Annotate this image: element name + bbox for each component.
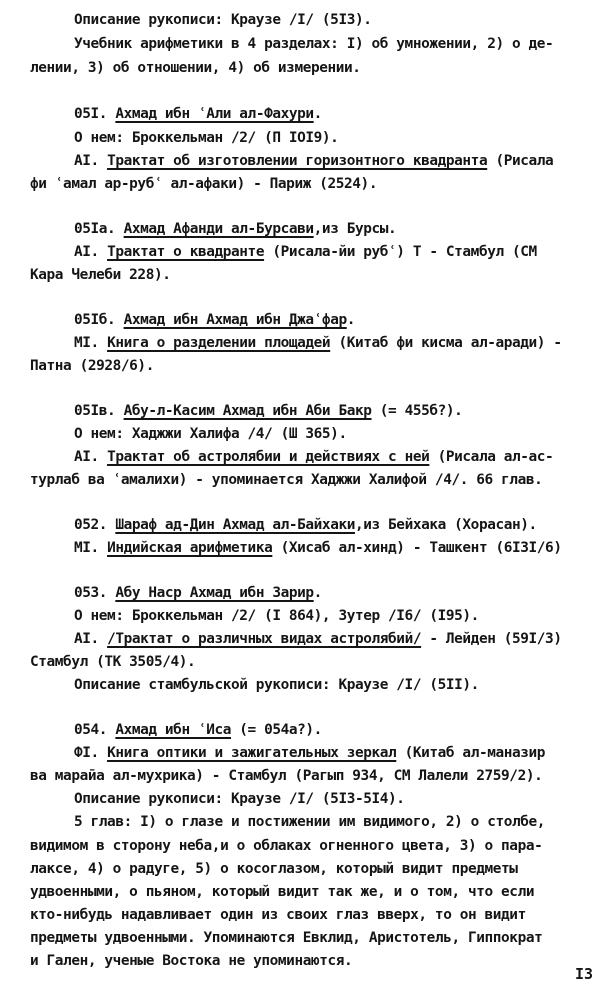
text-line: [74, 219, 396, 239]
text-line: [30, 174, 377, 194]
text-line: [30, 470, 542, 490]
text-line: [30, 905, 526, 925]
text-segment: MI.: [74, 335, 108, 351]
text-line: [30, 652, 195, 672]
text-segment: Описание рукописи: Краузе /I/ (5I3-5I4).: [74, 791, 405, 807]
underlined-title: Книга оптики и зажигательных зеркал: [107, 745, 397, 761]
underlined-title: Абу Наср Ахмад ибн Зарир: [115, 585, 314, 601]
text-line: [30, 928, 542, 948]
text-line: [74, 10, 372, 30]
text-segment: .: [346, 312, 355, 328]
text-segment: О нем: Броккельман /2/ (I 864), Зутер /I6/ (I95).: [74, 608, 479, 624]
text-segment: AI.: [74, 244, 108, 260]
text-segment: Стамбул (ТК 3505/4).: [30, 654, 196, 670]
text-line: [74, 242, 537, 262]
text-line: [74, 538, 562, 558]
text-segment: 05I.: [74, 106, 116, 122]
text-segment: кто-нибудь надавливает один из своих глаз вверх, то он видит: [30, 907, 526, 923]
text-line: [74, 128, 338, 148]
text-line: [74, 447, 553, 467]
underlined-title: Индийская арифметика: [107, 540, 273, 556]
underlined-title: Трактат об изготовлении горизонтного квадранта: [107, 153, 488, 169]
underlined-title: Ахмад Афанди ал-Бурсави: [123, 221, 314, 237]
text-segment: (= 455б?).: [371, 403, 463, 419]
text-segment: (Хисаб ал-хинд) - Ташкент (6I3I/6): [272, 540, 562, 556]
text-segment: .: [313, 585, 322, 601]
underlined-title: Ахмад ибн ʿИса: [115, 722, 232, 738]
text-segment: MI.: [74, 540, 108, 556]
text-line: [74, 104, 322, 124]
underlined-title: /Трактат о различных видах астролябий/: [107, 631, 422, 647]
text-segment: турлаб ва ʿамалихи) - упоминается Хаджжи Халифой /4/. 66 глав.: [30, 472, 543, 488]
text-segment: ФI.: [74, 745, 108, 761]
text-line: [74, 812, 545, 832]
text-segment: (Рисала: [487, 153, 554, 169]
text-segment: - Лейден (59I/3): [421, 631, 562, 647]
text-segment: 05Iб.: [74, 312, 124, 328]
text-segment: видимом в сторону неба,и о облаках огненного цвета, 3) о пара-: [30, 838, 543, 854]
text-line: [30, 836, 542, 856]
text-line: [30, 58, 361, 78]
text-line: [74, 515, 537, 535]
text-segment: фи ʿамал ар-рубʿ ал-афаки) - Париж (2524).: [30, 176, 378, 192]
text-segment: предметы удвоенными. Упоминаются Евклид, Аристотель, Гиппократ: [30, 930, 543, 946]
underlined-title: Шараф ад-Дин Ахмад ал-Байхаки: [115, 517, 355, 533]
text-segment: (= 054а?).: [231, 722, 322, 738]
underlined-title: Трактат о квадранте: [107, 244, 265, 260]
text-segment: Кара Челеби 228).: [30, 267, 171, 283]
text-line: [74, 743, 545, 763]
text-line: [74, 629, 562, 649]
text-segment: и Гален, ученые Востока не упоминаются.: [30, 953, 353, 969]
text-segment: 05Iа.: [74, 221, 124, 237]
text-segment: AI.: [74, 153, 108, 169]
text-segment: удвоенными, о пьяном, который видит так же, и о том, что если: [30, 884, 535, 900]
text-line: [30, 859, 518, 879]
text-segment: AI.: [74, 449, 108, 465]
text-segment: Учебник арифметики в 4 разделах: I) об умножении, 2) о де-: [74, 36, 554, 52]
text-segment: 053.: [74, 585, 116, 601]
text-segment: лении, 3) об отношении, 4) об измерении.: [30, 60, 361, 76]
text-segment: ва мараӣа ал-мухрика) - Стамбул (Рагып 934, СМ Лалели 2759/2).: [30, 768, 543, 784]
text-line: [74, 34, 553, 54]
text-line: [74, 151, 553, 171]
text-line: [74, 675, 479, 695]
text-line: [74, 606, 479, 626]
text-segment: 054.: [74, 722, 116, 738]
text-line: [30, 356, 154, 376]
text-line: [74, 583, 322, 603]
underlined-title: Ахмад ибн Ахмад ибн Джаʿфар: [123, 312, 347, 328]
text-segment: .: [313, 106, 322, 122]
text-segment: 05Iв.: [74, 403, 124, 419]
text-line: [30, 951, 352, 971]
text-segment: лаксе, 4) о радуге, 5) о косоглазом, который видит предметы: [30, 861, 518, 877]
text-segment: (Рисала-йи рубʿ) Т - Стамбул (СМ: [264, 244, 537, 260]
underlined-title: Книга о разделении площадей: [107, 335, 331, 351]
text-segment: AI.: [74, 631, 108, 647]
text-segment: О нем: Хаджжи Халифа /4/ (Ш 365).: [74, 426, 347, 442]
text-line: [74, 401, 462, 421]
text-segment: (Рисала ал-ас-: [429, 449, 554, 465]
text-segment: Патна (2928/6).: [30, 358, 154, 374]
text-line: [74, 789, 405, 809]
text-segment: (Китаб фи кисма ал-аради) -: [330, 335, 562, 351]
text-segment: 5 глав: I) о глазе и постижении им видимого, 2) о столбе,: [74, 814, 546, 830]
text-line: [74, 424, 347, 444]
text-line: [74, 310, 355, 330]
text-segment: (Китаб ал-маназир: [396, 745, 546, 761]
text-line: [30, 766, 542, 786]
page-number: I3: [575, 965, 594, 983]
text-segment: 052.: [74, 517, 116, 533]
underlined-title: Ахмад ибн ʿАли ал-Фахури: [115, 106, 314, 122]
text-line: [30, 265, 171, 285]
text-segment: ,из Бейхака (Хорасан).: [354, 517, 537, 533]
underlined-title: Трактат об астролябии и действиях с ней: [107, 449, 430, 465]
text-line: [30, 882, 534, 902]
text-line: [74, 720, 322, 740]
text-line: [74, 333, 562, 353]
underlined-title: Абу-л-Касим Ахмад ибн Аби Бакр: [123, 403, 372, 419]
text-segment: ,из Бурсы.: [313, 221, 397, 237]
text-segment: О нем: Броккельман /2/ (П IOI9).: [74, 130, 339, 146]
text-segment: Описание рукописи: Краузе /I/ (5I3).: [74, 12, 372, 28]
text-segment: Описание стамбульской рукописи: Краузе /I/ (5II).: [74, 677, 479, 693]
